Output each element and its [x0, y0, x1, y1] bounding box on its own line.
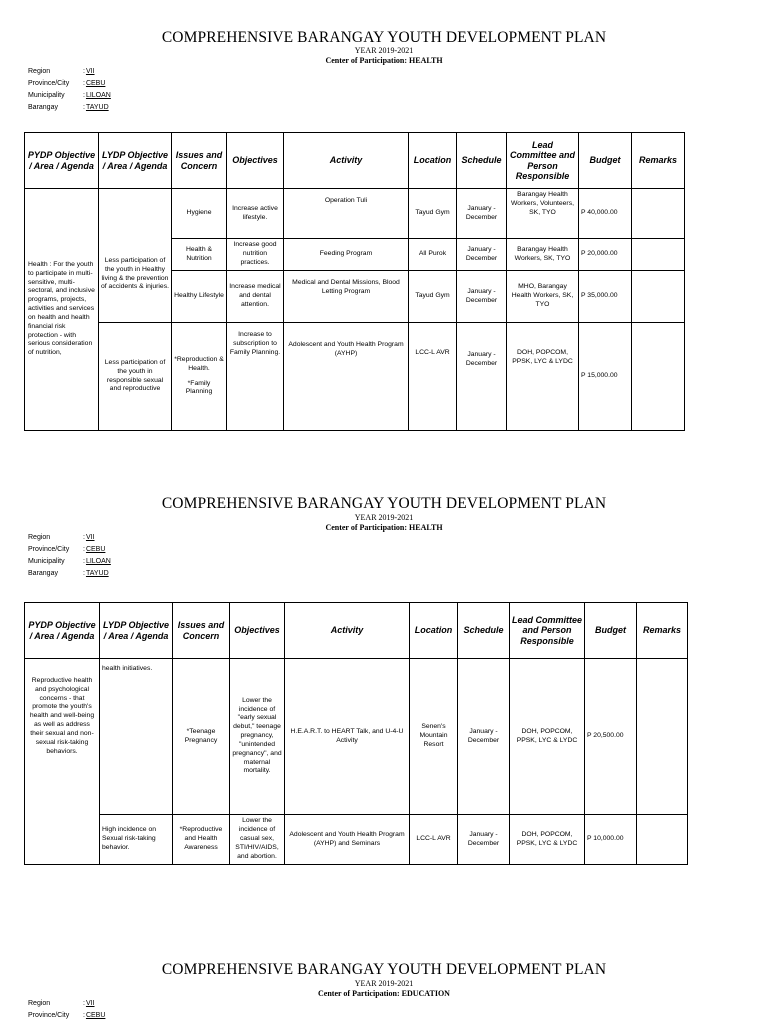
location-meta — [28, 998, 105, 1022]
col-lydp: LYDP Objective / Area / Agenda — [99, 133, 172, 189]
page-title: COMPREHENSIVE BARANGAY YOUTH DEVELOPMENT PLAN — [161, 29, 607, 46]
year-line: YEAR 2019-2021 — [354, 46, 414, 55]
location-cell: LCC-L AVR — [410, 815, 458, 865]
activity-cell: Feeding Program — [284, 239, 409, 271]
budget-cell: P 40,000.00 — [579, 189, 632, 239]
schedule-cell: January - December — [458, 815, 510, 865]
location-meta — [28, 66, 111, 114]
issue-cell: *Teenage Pregnancy — [173, 659, 230, 815]
issue-cell: Hygiene — [172, 189, 227, 239]
pydp-cell: Health : For the youth to participate in multi-sensitive, multi-sectoral, and inclusive programs, projects, activities and services on health and health financial risk protection - with serious consideration of nutrition, — [25, 189, 99, 431]
page-title: COMPREHENSIVE BARANGAY YOUTH DEVELOPMENT PLAN — [161, 961, 607, 978]
meta-barangay: Barangay : TAYUD — [28, 570, 109, 577]
activity-cell: Medical and Dental Missions, Blood Letting Program — [284, 271, 409, 323]
year-line: YEAR 2019-2021 — [354, 513, 414, 522]
meta-barangay: Barangay : TAYUD — [28, 104, 109, 111]
objective-cell: Increase medical and dental attention. — [227, 271, 284, 323]
lydp-cell: health initiatives. — [100, 659, 173, 815]
schedule-cell: January - December — [458, 659, 510, 815]
col-schedule: Schedule — [458, 603, 510, 659]
budget-cell: P 20,500.00 — [585, 659, 637, 815]
table-row — [25, 323, 685, 431]
col-budget: Budget — [585, 603, 637, 659]
objective-cell: Lower the incidence of "early sexual debut," teenage pregnancy, "unintended pregnancy", and maternal mortality. — [230, 659, 285, 815]
location-cell: Tayud Gym — [409, 271, 457, 323]
lead-cell: Barangay Health Workers, Volunteers, SK, TYO — [507, 189, 579, 239]
col-objectives: Objectives — [230, 603, 285, 659]
schedule-cell: January - December — [457, 271, 507, 323]
remarks-cell — [632, 239, 685, 271]
remarks-cell — [632, 323, 685, 431]
col-activity: Activity — [284, 133, 409, 189]
lydp-cell: Less participation of the youth in responsible sexual and reproductive — [99, 323, 172, 431]
col-issues: Issues and Concern — [172, 133, 227, 189]
schedule-cell: January - December — [457, 323, 507, 431]
remarks-cell — [637, 815, 688, 865]
budget-cell: P 15,000.00 — [579, 323, 632, 431]
objective-cell: Increase good nutrition practices. — [227, 239, 284, 271]
year-line: YEAR 2019-2021 — [354, 979, 414, 988]
location-cell: LCC-L AVR — [409, 323, 457, 431]
col-schedule: Schedule — [457, 133, 507, 189]
objective-cell: Lower the incidence of casual sex, STI/HIV/AIDS, and abortion. — [230, 815, 285, 865]
col-lead: Lead Committee and Person Responsible — [507, 133, 579, 189]
meta-region: Region : VII — [28, 1000, 95, 1007]
lead-cell: MHO, Barangay Health Workers, SK, TYO — [507, 271, 579, 323]
col-pydp: PYDP Objective / Area / Agenda — [25, 603, 100, 659]
col-objectives: Objectives — [227, 133, 284, 189]
col-budget: Budget — [579, 133, 632, 189]
col-pydp: PYDP Objective / Area / Agenda — [25, 133, 99, 189]
meta-province: Province/City : CEBU — [28, 546, 106, 553]
table-row — [25, 659, 688, 815]
col-lead: Lead Committee and Person Responsible — [510, 603, 585, 659]
location-cell: All Purok — [409, 239, 457, 271]
meta-province: Province/City : CEBU — [28, 80, 106, 87]
col-remarks: Remarks — [632, 133, 685, 189]
page-title: COMPREHENSIVE BARANGAY YOUTH DEVELOPMENT PLAN — [161, 495, 607, 512]
lydp-cell: High incidence on Sexual risk-taking behavior. — [100, 815, 173, 865]
remarks-cell — [632, 271, 685, 323]
remarks-cell — [632, 189, 685, 239]
meta-municipality: Municipality : LILOAN — [28, 92, 111, 99]
meta-province: Province/City : CEBU — [28, 1012, 106, 1019]
budget-cell: P 35,000.00 — [579, 271, 632, 323]
col-remarks: Remarks — [637, 603, 688, 659]
col-issues: Issues and Concern — [173, 603, 230, 659]
table-row — [25, 189, 685, 239]
pydp-cell: Reproductive health and psychological concerns - that promote the youth's health and well-being as well as address their sexual and non-sexual risk-taking behaviors. — [25, 659, 100, 865]
issue-cell: *Reproduction & Health. *Family Planning — [172, 323, 227, 431]
activity-cell: H.E.A.R.T. to HEART Talk, and U-4-U Activity — [285, 659, 410, 815]
center-of-participation: Center of Participation: EDUCATION — [318, 989, 450, 998]
budget-cell: P 10,000.00 — [585, 815, 637, 865]
activity-cell: Adolescent and Youth Health Program (AYHP) — [284, 323, 409, 431]
plan-table-1 — [24, 132, 685, 431]
budget-cell: P 20,000.00 — [579, 239, 632, 271]
issue-cell: Healthy Lifestyle — [172, 271, 227, 323]
meta-region: Region : VII — [28, 68, 95, 75]
lydp-cell: Less participation of the youth in Healthy living & the prevention of accidents & injuries. — [99, 189, 172, 323]
meta-region: Region : VII — [28, 534, 95, 541]
location-cell: Senen's Mountain Resort — [410, 659, 458, 815]
objective-cell: Increase active lifestyle. — [227, 189, 284, 239]
table-row — [25, 815, 688, 865]
schedule-cell: January - December — [457, 239, 507, 271]
col-location: Location — [410, 603, 458, 659]
col-activity: Activity — [285, 603, 410, 659]
schedule-cell: January - December — [457, 189, 507, 239]
lead-cell: DOH, POPCOM, PPSK, LYC & LYDC — [510, 659, 585, 815]
col-lydp: LYDP Objective / Area / Agenda — [100, 603, 173, 659]
issue-cell: Health & Nutrition — [172, 239, 227, 271]
table-header-row — [25, 603, 688, 659]
center-of-participation: Center of Participation: HEALTH — [325, 56, 443, 65]
activity-cell: Operation Tuli — [284, 189, 409, 239]
meta-municipality: Municipality : LILOAN — [28, 558, 111, 565]
col-location: Location — [409, 133, 457, 189]
lead-cell: Barangay Health Workers, SK, TYO — [507, 239, 579, 271]
lead-cell: DOH, POPCOM, PPSK, LYC & LYDC — [507, 323, 579, 431]
activity-cell: Adolescent and Youth Health Program (AYHP) and Seminars — [285, 815, 410, 865]
center-of-participation: Center of Participation: HEALTH — [325, 523, 443, 532]
objective-cell: Increase to subscription to Family Planning. — [227, 323, 284, 431]
plan-table-2 — [24, 602, 688, 865]
location-cell: Tayud Gym — [409, 189, 457, 239]
remarks-cell — [637, 659, 688, 815]
table-header-row — [25, 133, 685, 189]
lead-cell: DOH, POPCOM, PPSK, LYC & LYDC — [510, 815, 585, 865]
location-meta — [28, 532, 111, 580]
issue-cell: *Reproductive and Health Awareness — [173, 815, 230, 865]
